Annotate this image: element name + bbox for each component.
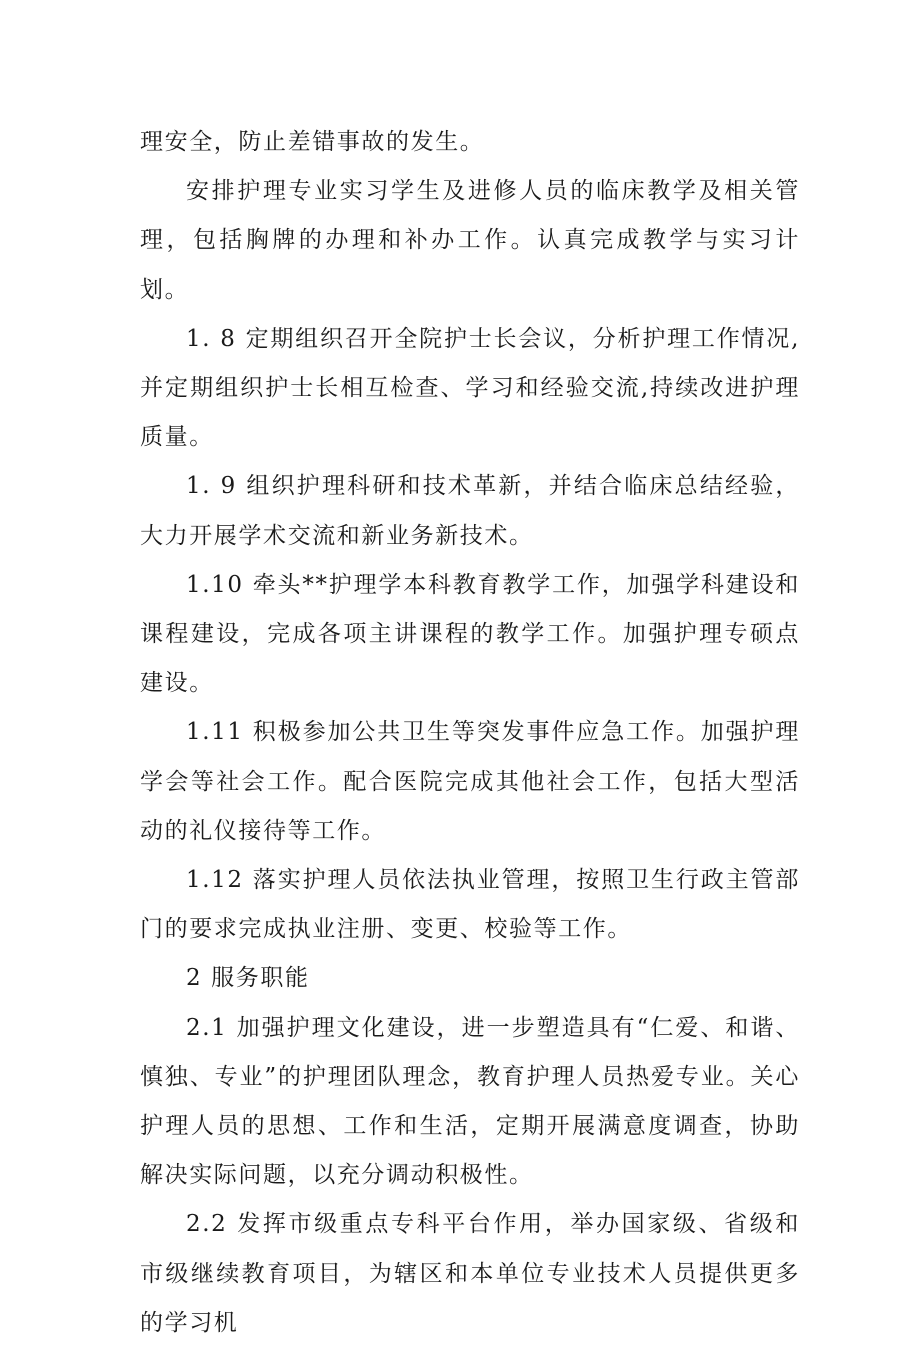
paragraph-teaching-management: 安排护理专业实习学生及进修人员的临床教学及相关管理，包括胸牌的办理和补办工作。认真完成教学与实习计划。: [140, 178, 800, 303]
paragraph-1-8: 1. 8 定期组织召开全院护士长会议，分析护理工作情况,并定期组织护士长相互检查、学习和经验交流,持续改进护理质量。: [140, 325, 800, 451]
section-heading-service-functions: 2 服务职能: [186, 965, 310, 992]
paragraph-2-1: 2.1 加强护理文化建设，进一步塑造具有“仁爱、和谐、慎独、专业”的护理团队理念，教育护理人员热爱专业。关心护理人员的思想、工作和生活，定期开展满意度调查，协助解决实际问题，以充分调动积极性。: [140, 1014, 800, 1189]
paragraph-1-12: 1.12 落实护理人员依法执业管理，按照卫生行政主管部门的要求完成执业注册、变更、校验等工作。: [140, 867, 800, 943]
paragraph-1-9: 1. 9 组织护理科研和技术革新，并结合临床总结经验，大力开展学术交流和新业务新技术。: [140, 473, 800, 549]
paragraph-1-11: 1.11 积极参加公共卫生等突发事件应急工作。加强护理学会等社会工作。配合医院完成其他社会工作，包括大型活动的礼仪接待等工作。: [140, 719, 800, 844]
paragraph-continuation: 理安全，防止差错事故的发生。: [140, 129, 485, 155]
document-body: [140, 118, 800, 1348]
paragraph-1-10: 1.10 牵头**护理学本科教育教学工作，加强学科建设和课程建设，完成各项主讲课程的教学工作。加强护理专硕点建设。: [140, 571, 800, 697]
paragraph-2-2: 2.2 发挥市级重点专科平台作用，举办国家级、省级和市级继续教育项目，为辖区和本单位专业技术人员提供更多的学习机: [140, 1211, 800, 1336]
